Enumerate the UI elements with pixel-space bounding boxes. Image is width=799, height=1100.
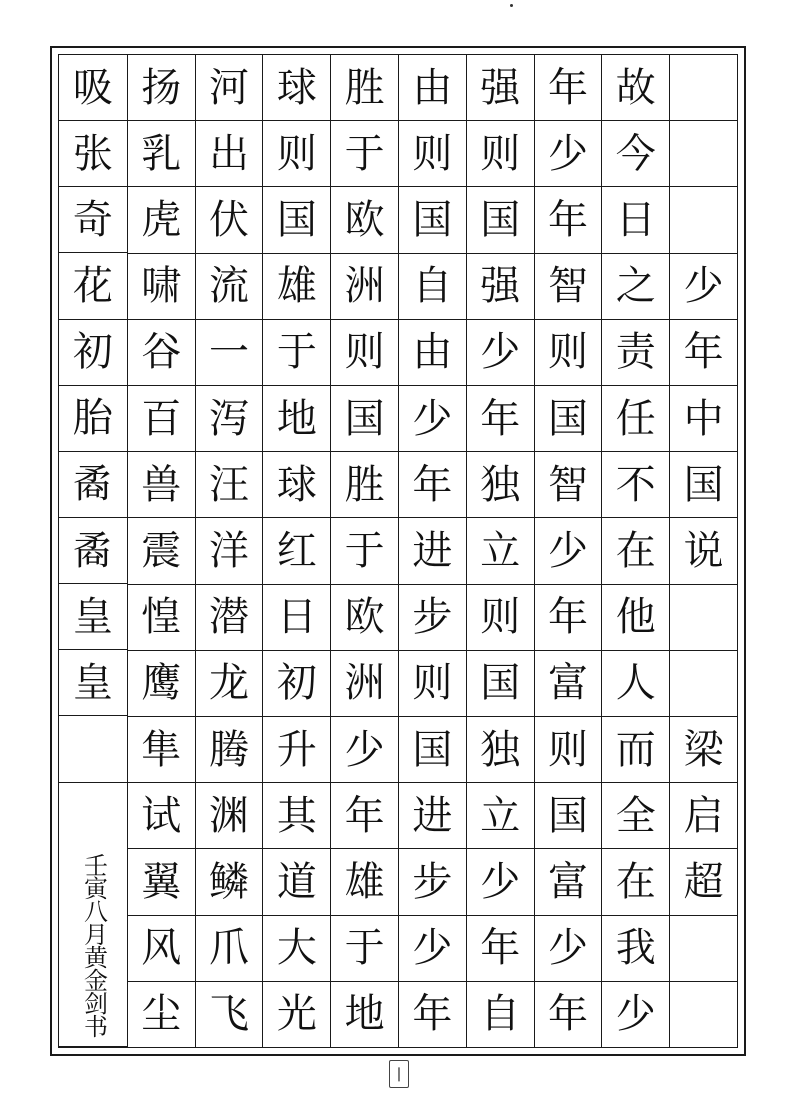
grid-cell: 于 [331, 916, 398, 982]
grid-cell: 胜 [331, 452, 398, 518]
grid-cell [670, 982, 737, 1047]
grid-cell [59, 716, 127, 782]
grid-cell: 胜 [331, 55, 398, 121]
grid-cell: 翼 [128, 849, 195, 915]
grid-cell: 风 [128, 916, 195, 982]
grid-cell: 张 [59, 121, 127, 187]
grid-cell: 国 [399, 187, 466, 253]
grid-cell: 鹰 [128, 651, 195, 717]
grid-cell [670, 121, 737, 187]
grid-cell: 汪 [196, 452, 263, 518]
grid-cell: 虎 [128, 187, 195, 253]
grid-cell: 自 [399, 254, 466, 320]
grid-cell: 隼 [128, 717, 195, 783]
grid-column-5 [398, 55, 466, 1047]
grid-cell: 乳 [128, 121, 195, 187]
grid-column-2 [601, 55, 669, 1047]
grid-cell: 花 [59, 253, 127, 319]
grid-cell: 责 [602, 320, 669, 386]
grid-cell: 则 [535, 717, 602, 783]
grid-cell: 之 [602, 254, 669, 320]
grid-cell: 日 [263, 585, 330, 651]
grid-cell: 洋 [196, 518, 263, 584]
grid-cell: 奇 [59, 187, 127, 253]
grid-cell: 红 [263, 518, 330, 584]
grid-cell: 初 [59, 320, 127, 386]
grid-cell: 少 [670, 254, 737, 320]
grid-cell: 年 [670, 320, 737, 386]
grid-cell: 则 [399, 651, 466, 717]
grid-cell: 雄 [331, 849, 398, 915]
grid-cell: 年 [535, 55, 602, 121]
grid-cell: 洲 [331, 254, 398, 320]
grid-cell: 地 [263, 386, 330, 452]
grid-cell: 少 [535, 121, 602, 187]
grid-cell: 兽 [128, 452, 195, 518]
grid-cell: 进 [399, 783, 466, 849]
grid-cell: 地 [344, 991, 385, 1038]
grid-cell: 鳞 [196, 849, 263, 915]
grid-cell: 启 [670, 783, 737, 849]
grid-cell: 少 [467, 849, 534, 915]
grid-cell: 全 [602, 783, 669, 849]
grid-cell: 欧 [331, 585, 398, 651]
grid-cell: 洲 [331, 651, 398, 717]
grid-cell: 谷 [128, 320, 195, 386]
grid-cell: 则 [467, 585, 534, 651]
grid-cell: 球 [263, 55, 330, 121]
grid-cell: 试 [128, 783, 195, 849]
grid-cell: 由 [399, 320, 466, 386]
grid-cell: 故 [602, 55, 669, 121]
grid-cell [670, 55, 737, 121]
grid-cell: 富 [535, 651, 602, 717]
grid-cell: 扬 [128, 55, 195, 121]
grid-cell: 任 [602, 386, 669, 452]
grid-column-6 [330, 55, 398, 1047]
grid-cell: 少 [467, 320, 534, 386]
grid-cell: 年 [399, 452, 466, 518]
grid-column-7 [262, 55, 330, 1047]
calligraphy-sheet [50, 46, 746, 1056]
grid-cell: 年 [331, 783, 398, 849]
grid-cell: 出 [196, 121, 263, 187]
grid-cell: 今 [602, 121, 669, 187]
grid-cell: 伏 [196, 187, 263, 253]
grid-cell: 步 [399, 585, 466, 651]
grid-cell: 富 [535, 849, 602, 915]
grid-cell: 球 [263, 452, 330, 518]
grid-cell: 国 [467, 651, 534, 717]
grid-cell [670, 585, 737, 651]
grid-cell: 年 [412, 991, 453, 1038]
grid-cell: 百 [128, 386, 195, 452]
grid-cell: 啸 [128, 254, 195, 320]
grid-cell: 皇 [59, 584, 127, 650]
grid-cell: 一 [196, 320, 263, 386]
grid-cell: 则 [399, 121, 466, 187]
grid-cell: 强 [467, 55, 534, 121]
grid-cell: 欧 [331, 187, 398, 253]
grid-cell: 则 [535, 320, 602, 386]
grid-cell: 国 [399, 717, 466, 783]
grid-cell: 国 [535, 386, 602, 452]
grid-cell: 于 [263, 320, 330, 386]
grid-cell: 矞 [59, 452, 127, 518]
grid-column-9 [127, 55, 195, 1047]
grid-cell: 不 [602, 452, 669, 518]
grid-cell: 国 [263, 187, 330, 253]
grid-cell: 尘 [141, 991, 182, 1038]
grid-cell: 我 [602, 916, 669, 982]
grid-cell: 年 [467, 916, 534, 982]
grid-cell: 智 [535, 452, 602, 518]
grid-cell: 爪 [196, 916, 263, 982]
grid-cell: 少 [399, 386, 466, 452]
grid-cell: 腾 [196, 717, 263, 783]
grid-cell: 则 [331, 320, 398, 386]
grid-cell: 梁 [670, 717, 737, 783]
character-grid [58, 54, 738, 1048]
grid-cell: 潜 [196, 585, 263, 651]
grid-cell: 年 [535, 585, 602, 651]
grid-cell [670, 916, 737, 982]
grid-cell: 少 [331, 717, 398, 783]
grid-cell: 人 [602, 651, 669, 717]
grid-cell: 立 [467, 518, 534, 584]
grid-cell: 河 [196, 55, 263, 121]
grid-cell: 在 [602, 849, 669, 915]
grid-cell: 流 [196, 254, 263, 320]
grid-cell: 自 [480, 991, 521, 1038]
grid-cell: 年 [535, 187, 602, 253]
grid-column-3 [534, 55, 602, 1047]
grid-cell: 其 [263, 783, 330, 849]
grid-cell: 说 [670, 518, 737, 584]
grid-cell: 飞 [209, 991, 250, 1038]
grid-cell: 国 [331, 386, 398, 452]
grid-cell: 震 [128, 518, 195, 584]
grid-cell: 年 [467, 386, 534, 452]
grid-cell: 强 [467, 254, 534, 320]
grid-cell: 日 [602, 187, 669, 253]
grid-cell: 立 [467, 783, 534, 849]
grid-cell: 少 [615, 991, 656, 1038]
grid-cell: 少 [535, 916, 602, 982]
grid-cell: 升 [263, 717, 330, 783]
grid-cell [670, 187, 737, 253]
grid-cell: 雄 [263, 254, 330, 320]
grid-cell [59, 783, 127, 849]
grid-cell: 在 [602, 518, 669, 584]
grid-column-8 [195, 55, 263, 1047]
grid-cell: 初 [263, 651, 330, 717]
grid-cell: 他 [602, 585, 669, 651]
paper-speck [510, 4, 513, 7]
grid-cell: 惶 [128, 585, 195, 651]
grid-cell: 国 [670, 452, 737, 518]
grid-cell: 吸 [59, 55, 127, 121]
grid-cell: 则 [467, 121, 534, 187]
grid-cell: 智 [535, 254, 602, 320]
grid-cell: 矞 [59, 518, 127, 584]
grid-cell: 独 [467, 717, 534, 783]
signature-inscription: 壬寅八月黄金剑书 [59, 847, 127, 1043]
grid-cell: 于 [331, 518, 398, 584]
grid-cell: 超 [670, 849, 737, 915]
grid-cell [670, 651, 737, 717]
grid-cell: 于 [331, 121, 398, 187]
grid-cell: 胎 [59, 386, 127, 452]
grid-cell: 大 [263, 916, 330, 982]
grid-cell: 光 [276, 991, 317, 1038]
grid-cell: 国 [467, 187, 534, 253]
grid-cell: 则 [263, 121, 330, 187]
page-number-mark: ❘ [389, 1060, 409, 1088]
grid-cell: 龙 [196, 651, 263, 717]
grid-cell: 中 [670, 386, 737, 452]
grid-cell: 少 [399, 916, 466, 982]
grid-cell: 而 [602, 717, 669, 783]
grid-cell: 道 [263, 849, 330, 915]
grid-column-1 [669, 55, 737, 1047]
grid-column-10 [59, 55, 127, 1047]
grid-cell: 少 [535, 518, 602, 584]
grid-cell: 年 [548, 991, 588, 1038]
grid-cell: 渊 [196, 783, 263, 849]
grid-cell: 由 [399, 55, 466, 121]
grid-cell: 进 [399, 518, 466, 584]
grid-cell: 国 [535, 783, 602, 849]
grid-cell: 皇 [59, 650, 127, 716]
grid-column-4 [466, 55, 534, 1047]
grid-cell: 泻 [196, 386, 263, 452]
grid-cell: 独 [467, 452, 534, 518]
grid-cell: 步 [399, 849, 466, 915]
